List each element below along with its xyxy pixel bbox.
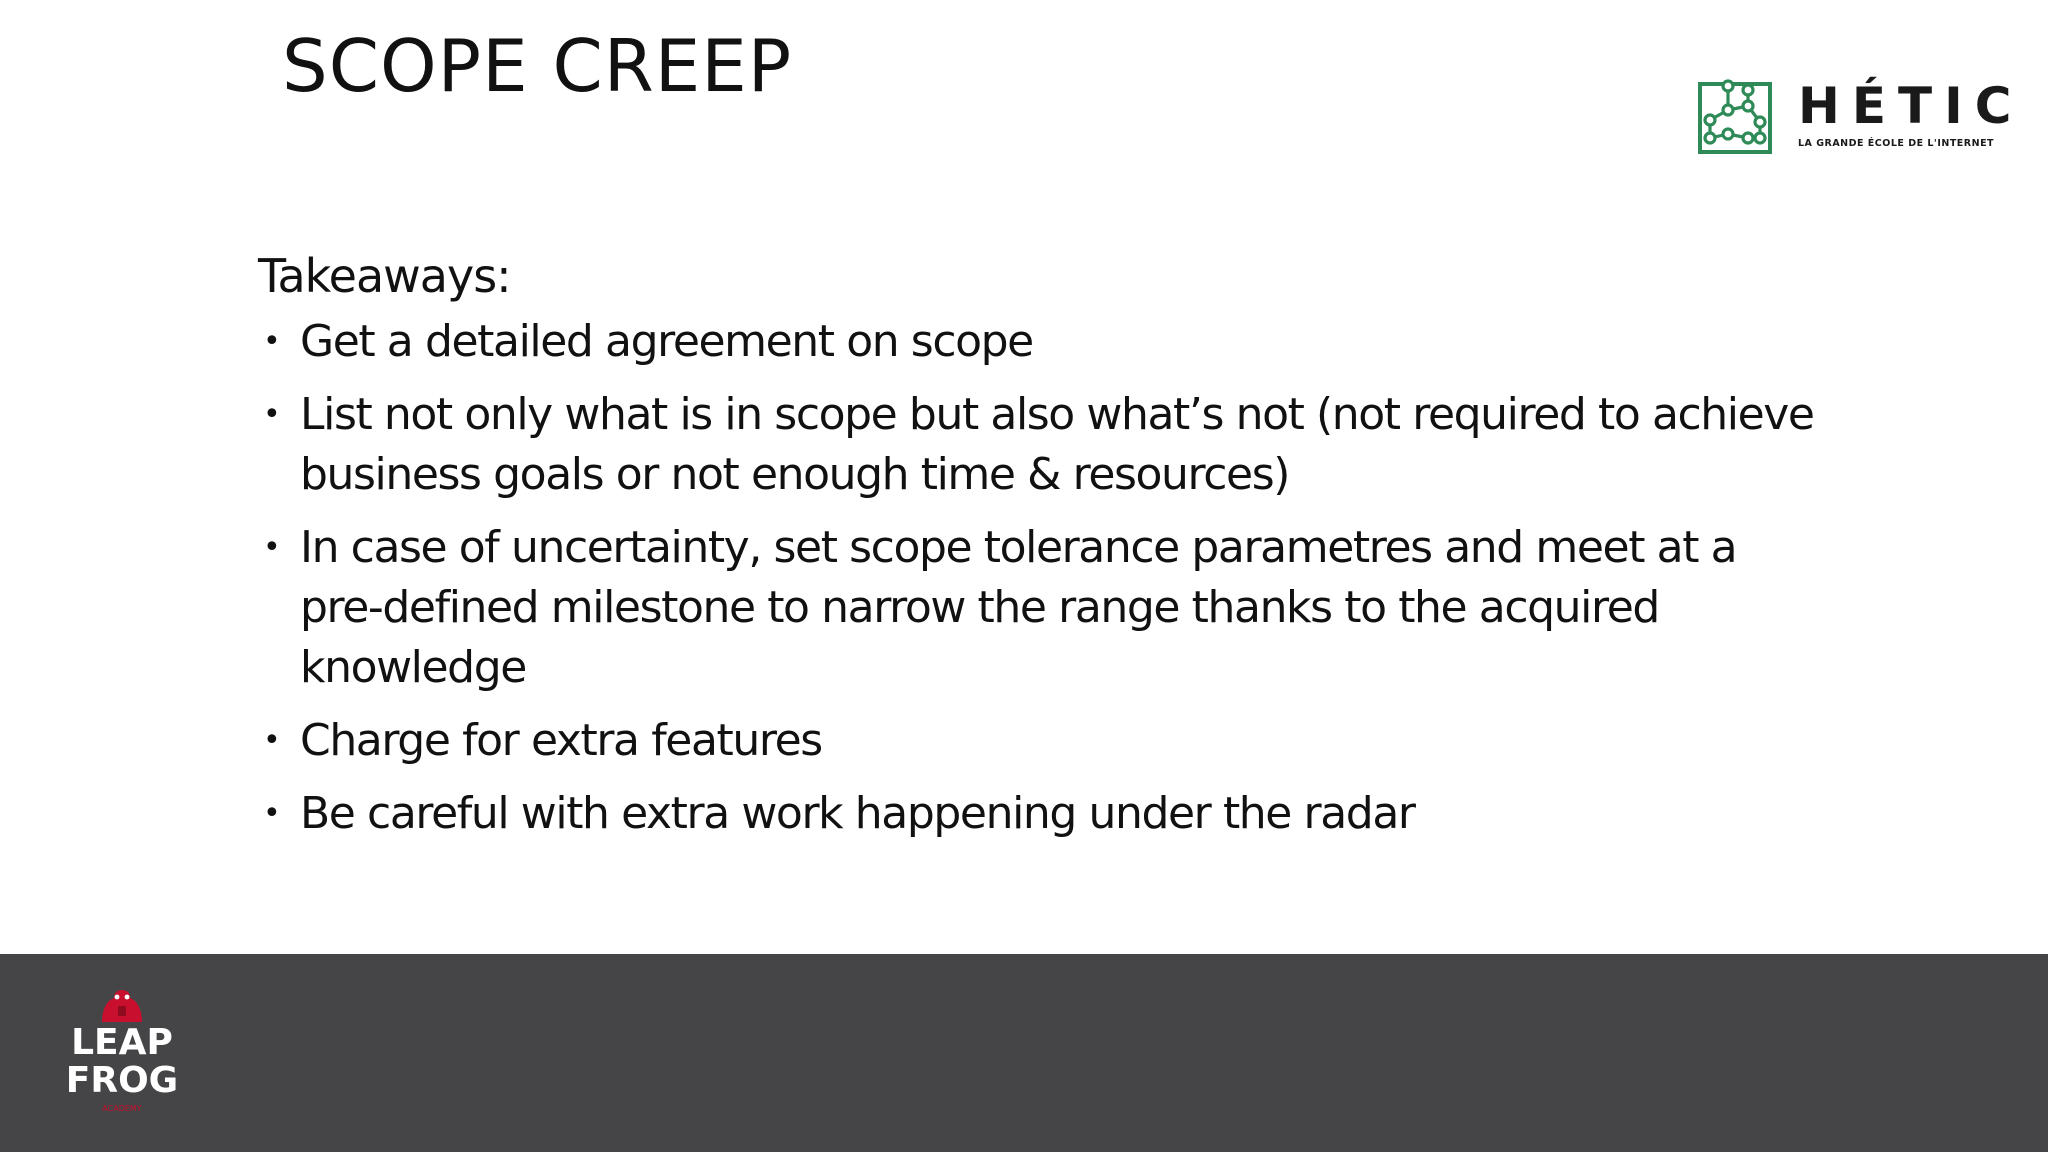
leapfrog-wordmark — [60, 1024, 184, 1100]
brand-tagline: LA GRANDE ÉCOLE DE L'INTERNET — [1798, 138, 1995, 149]
hetic-logo — [1698, 76, 2024, 156]
bullet-icon: • — [263, 796, 280, 831]
list-item-text: Be careful with extra work happening under the radar — [300, 788, 1415, 839]
takeaways-heading: Takeaways: — [258, 249, 511, 303]
circuit-logo-icon — [1698, 76, 1774, 156]
list-item — [258, 784, 1818, 844]
slide-content — [258, 246, 1818, 857]
list-item — [258, 711, 1818, 771]
leapfrog-line-1: LEAP — [71, 1022, 173, 1063]
frog-icon — [98, 988, 146, 1024]
list-item — [258, 518, 1818, 698]
leapfrog-logo — [60, 988, 184, 1120]
list-item-text: Get a detailed agreement on scope — [300, 316, 1033, 367]
brand-name: HÉTIC — [1798, 77, 2024, 135]
leapfrog-line-2: FROG — [65, 1060, 179, 1101]
leapfrog-subtitle: ACADEMY — [102, 1104, 142, 1113]
bullet-icon: • — [263, 530, 280, 565]
list-item — [258, 312, 1818, 372]
bullet-icon: • — [263, 397, 280, 432]
bullet-icon: • — [263, 723, 280, 758]
list-item-text: List not only what is in scope but also what’s not (not required to achieve business goals or not enough time & resources) — [300, 389, 1814, 500]
footer-bar — [0, 954, 2048, 1152]
list-item — [258, 385, 1818, 505]
list-item-text: Charge for extra features — [300, 715, 822, 766]
takeaways-list — [258, 312, 1818, 844]
list-item-text: In case of uncertainty, set scope tolerance parametres and meet at a pre-defined milestone to narrow the range thanks to the acquired knowledge — [300, 522, 1737, 693]
bullet-icon: • — [263, 324, 280, 359]
slide-title: SCOPE CREEP — [282, 24, 793, 108]
